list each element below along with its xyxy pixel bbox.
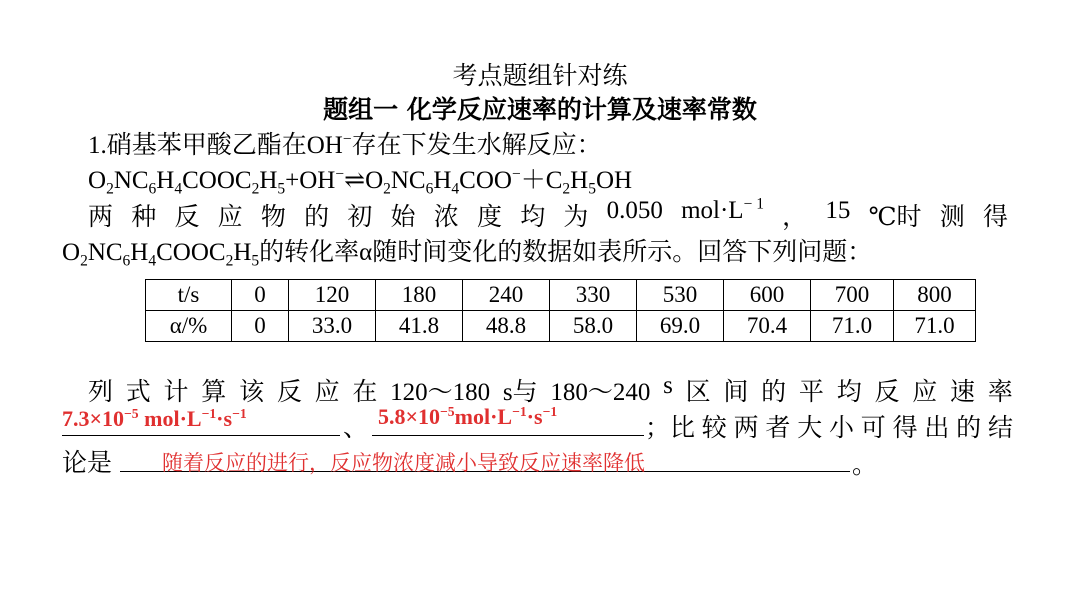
word: 得 — [892, 415, 918, 442]
section-heading: 考点题组针对练 — [452, 63, 628, 90]
word: 的 — [304, 204, 330, 231]
word: 在 — [352, 379, 378, 406]
table-cell: 530 — [637, 280, 724, 311]
word: 物 — [260, 204, 286, 231]
word: 该 — [239, 379, 265, 406]
table-cell: t/s — [146, 280, 232, 311]
word: 平 — [798, 379, 824, 406]
word: 反 — [874, 379, 900, 406]
table-row — [146, 311, 976, 342]
word: ， — [782, 204, 808, 231]
group-title: 题组一 化学反应速率的计算及速率常数 — [323, 95, 757, 124]
table-cell: 120 — [289, 280, 376, 311]
word: 速 — [949, 379, 975, 406]
word: 式 — [125, 379, 151, 406]
word: 区 — [685, 379, 711, 406]
comparison-text — [645, 408, 1013, 444]
word: 种 — [131, 204, 157, 231]
table-cell: 240 — [463, 280, 550, 311]
word: 两 — [88, 204, 114, 231]
word: 反 — [174, 204, 200, 231]
word: ；比 — [645, 415, 696, 442]
word: 的 — [761, 379, 787, 406]
conversion-line: $O_2NC_6H_4COOC_2H_5$的转化率α随时间变化的数据如表所示。回答下列问题： — [62, 239, 873, 270]
word: 小 — [828, 415, 854, 442]
word: 0.050 — [606, 197, 663, 224]
table-cell: 71.0 — [894, 311, 976, 342]
word: 两 — [733, 415, 759, 442]
word: 的 — [956, 415, 982, 442]
word: s与 — [502, 379, 538, 406]
separator: 、 — [343, 415, 369, 442]
word: 反 — [276, 379, 302, 406]
word: 始 — [390, 204, 416, 231]
table-cell: 33.0 — [289, 311, 376, 342]
reaction-equation: $O_2NC_6H_4COOC_2H_5+OH^-\rightleftharpoons O_2NC_6H_4COO^-+C_2H_5OH$ — [88, 165, 633, 198]
table-cell: 600 — [724, 280, 811, 311]
word: 算 — [201, 379, 227, 406]
answer-blank-2 — [372, 434, 644, 436]
table-cell: 0 — [232, 280, 289, 311]
equilibrium-arrow: ⇌ — [344, 167, 366, 194]
hydroxide-charge: − — [342, 130, 352, 148]
table-cell: 700 — [811, 280, 894, 311]
word: 均 — [520, 204, 546, 231]
problem-intro-text: 1.硝基苯甲酸乙酯在OH — [88, 132, 343, 159]
word: 间 — [723, 379, 749, 406]
word: 15 — [825, 197, 851, 224]
answer-conclusion: 随着反应的进行，反应物浓度减小导致反应速率降低 — [162, 451, 645, 475]
conclusion-label: 论是 — [62, 450, 113, 477]
problem-intro-tail: 存在下发生水解反应： — [351, 132, 602, 159]
table-cell: α/% — [146, 311, 232, 342]
table-cell: 41.8 — [376, 311, 463, 342]
table-cell: 180 — [376, 280, 463, 311]
word: 初 — [347, 204, 373, 231]
equation-oh: +OH — [285, 167, 336, 194]
period: 。 — [852, 452, 878, 479]
word: 测 — [939, 204, 965, 231]
table-cell: 0 — [232, 311, 289, 342]
table-cell: 69.0 — [637, 311, 724, 342]
word: 120～180 — [390, 379, 491, 406]
conversion-text: 的转化率α随时间变化的数据如表所示。回答下列问题： — [259, 239, 873, 266]
concentration-line — [88, 197, 1008, 233]
word: 均 — [836, 379, 862, 406]
answer-rate-2: $5.8\times 10^{-5}mol\cdot L^{-1}\cdot s^{-1}$ — [378, 403, 558, 429]
table-cell: 48.8 — [463, 311, 550, 342]
word: 应 — [912, 379, 938, 406]
word: 出 — [924, 415, 950, 442]
word: 结 — [987, 415, 1013, 442]
answer-blank-1 — [62, 434, 340, 436]
word: 为 — [563, 204, 589, 231]
word: 列 — [88, 379, 114, 406]
word: 应 — [314, 379, 340, 406]
word: 度 — [476, 204, 502, 231]
table-row — [146, 280, 976, 311]
word: 大 — [797, 415, 823, 442]
table-cell: 330 — [550, 280, 637, 311]
unit: $mol\cdot L^{- 1}$ — [681, 195, 764, 224]
question-line — [88, 372, 1013, 408]
answer-rate-1: $7.3\times 10^{-5}$ $mol\cdot L^{-1}\cdot s^{-1}$ — [62, 405, 247, 431]
conversion-table — [145, 279, 976, 342]
word: 计 — [163, 379, 189, 406]
word: 浓 — [433, 204, 459, 231]
problem-intro — [88, 125, 602, 161]
word: 可 — [860, 415, 886, 442]
table-cell: 800 — [894, 280, 976, 311]
word: 得 — [982, 204, 1008, 231]
word: 应 — [217, 204, 243, 231]
word: s — [663, 372, 673, 399]
word: ℃时 — [868, 204, 922, 231]
word: 较 — [701, 415, 727, 442]
word: 率 — [987, 379, 1013, 406]
word: 者 — [765, 415, 791, 442]
word: 180～240 — [550, 379, 651, 406]
table-cell: 71.0 — [811, 311, 894, 342]
table-cell: 70.4 — [724, 311, 811, 342]
table-cell: 58.0 — [550, 311, 637, 342]
